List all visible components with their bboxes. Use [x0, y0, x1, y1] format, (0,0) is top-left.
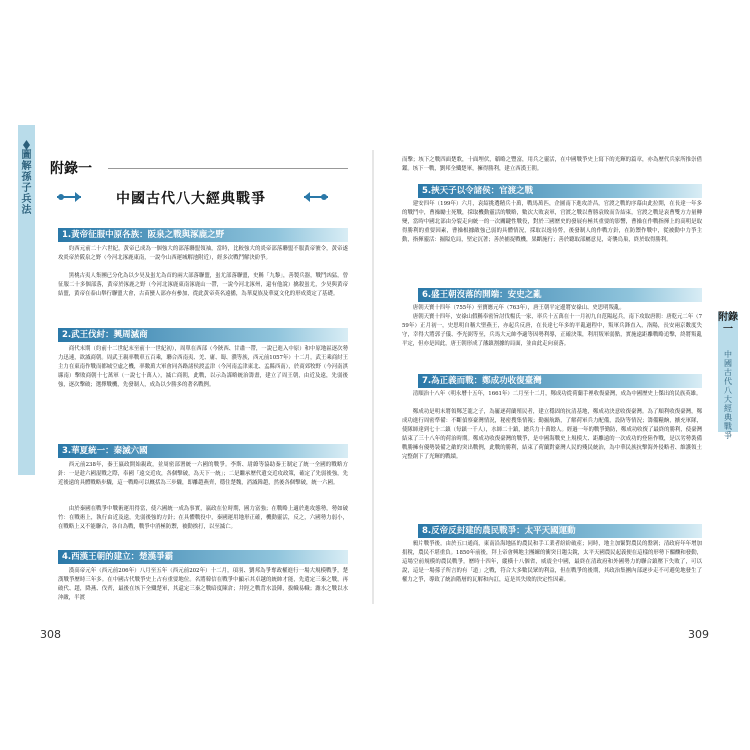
section-paragraph: 約西元前二十六世紀，黃帝已成為一個強大的部落聯盟領袖，當時，比較強大的炎帝部落聯盟不服黃帝號令，黃帝遂攻炎帝於阪泉之野（今河北涿鹿東南，一說今山西運城解池附近），經多次戰鬥解決紛爭。 — [58, 246, 348, 261]
section-heading: 7.為正義而戰：鄭成功收復臺灣 — [418, 374, 702, 388]
section-paragraph: 建安四年（199年）六月，袁紹挑選精兵十萬，戰馬萬匹，企圖南下進攻許昌，官渡之戰的序幕由此拉開，在長達一年多的戰鬥中，曹操勵士死戰，採取機動靈活的戰略，數次大敗袁軍，官渡之戰以曹勝袁敗而告結束，官渡之戰是袁曹雙方力量轉變，當時中國北部由分裂走向統一的一次關鍵性戰役，對於三國歷史的發展有極其重要的影響，曹操在作戰指揮上的高明是取得勝利的重要因素，曹操根據敵強己弱的具體情況，採取以逸待勞，後發制人的作戰方針，在防禦作戰中，從被動中力爭主動，指揮靈活：掘隘危局，堅定沉著；善於捕捉戰機，果斷施行；善於聽取部屬意見，奇襲烏巢，終於取得勝利。 — [402, 201, 702, 243]
page-number-left: 308 — [40, 628, 61, 641]
section-heading: 3.華夏統一：秦滅六國 — [58, 444, 348, 458]
section-paragraph: 唐朝天寶十四年，安祿山假稱奉密旨討伐楊氏一家，率兵十五萬在十一月初九自范陽起兵，南下攻取唐朝：唐乾元二年（759年）正月初一，史思明自稱大聖燕王，亦起兵反唐，在長達七年多的平亂過程中，叛軍兵鋒直入，洛陽，長安兩京數度失守，幸得大將郭子儀、李光弼等至，兵馬大元帥李適等因勢利導，正確決策，利用叛軍弱點，實施遠距離戰略追擊，終將叛亂平定，但亦是因此，唐王朝形成了藩鎮割據的局面，並由此走向衰落。 — [402, 314, 702, 347]
section-paragraph: 西元前238年，秦王嬴政開始親政，並周密部署統一六國的戰爭。李斯、尉繚等協助秦王制定了統一全國的戰略方針：一是趁六國混戰之際，奉國「遠交近攻，各個擊破，為天下一統」；二是繼承歷代遺交近攻政策，確定了先弱後強，先近後遠的具體戰略步驟，這一戰略可以概括為三步驟，即離趙燕齊，穩住楚魏，消滅韓趙，然後各個擊破，統一六國。 — [58, 462, 348, 486]
right-side-tab-text: 中國古代八大經典戰爭 — [724, 350, 732, 440]
sword-ornament-icon — [55, 186, 83, 208]
section-heading: 5.挾天子以令諸侯：官渡之戰 — [418, 184, 702, 198]
section-heading: 1.黃帝征服中原各族：阪泉之戰與涿鹿之野 — [58, 228, 348, 242]
section-paragraph: 鴉片戰爭後，由於五口通商，東南沿海地區的農民和手工業者紛紛破產；同時，地主加緊對農民的盤剝；清政府年年增加捐稅，農民不堪重負。1850年前後，拜上帝會興地主團練的衝突日趨尖銳，太平天國農民起義便在這樣的形勢下醞釀和發動，這場空前規模的農民戰爭，歷時十四年，縱橫十八個省，威震全中國，最終在清政府和外國勢力的聯合鎮壓下失敗了，可以說，這是一場孫子所言的有「道」之戰，符合大多數民眾的利益，但在戰爭的後期，其政治集團內部逐步走不可避免地發生了權力之爭，導致了統治階層的瓦解和內訌，這是其失敗的決定性因素。 — [402, 541, 702, 583]
page-number-right: 309 — [688, 628, 709, 641]
right-side-tab-label: 附錄一 — [718, 312, 738, 335]
section-paragraph: 黑桃古夷人集團已分化為以少昊及蚩尤為首的兩大部落聯盟，蚩尤部落聯盟，史稱「九黎」，善製兵器，戰鬥凶猛，曾征服二十多個部落，黃帝於涿鹿之野（今河北涿鹿東南涿鹿山一帶，一說今河北涿州，還有他說）擒殺蚩尤，少昊與黃帝結盟，黃帝在泰山舉行聯盟大會，古苗蠻人部亦有參加，從此黃帝英名遠播，為華夏族及華夏文化的形成奠定了基礎。 — [58, 273, 348, 297]
side-tab-title: 圖解孫子兵法 — [21, 150, 32, 216]
section-paragraph: 清順治十八年（明永曆十五年，1661年）二月至十二月，鄭成功從荷蘭手裡收復臺灣，成為中國歷史上傑出的民族英雄。 — [412, 391, 702, 397]
continued-paragraph: 而擊；垓下之戰四面楚歌，十面埋伏，韜略之豐富，用兵之靈活，在中國戰爭史上寫下的光輝的篇章，亦為歷代兵家所推崇借鑑。垓下一戰，劉邦全殲楚軍，擁得勝利，建立西漢王朝。 — [402, 157, 702, 172]
section-paragraph: 鄭成功是明末將領鄭芝龍之子，為屢逐荷蘭殖民者，建立穩固的抗清基地，鄭成功決意收復臺灣。為了順利收復臺灣，鄭成功進行周密準備：不斷偵察臺灣情況，秘密搜集情報；勤掘航路，了解荷軍兵力配備，設防等情況；籌備糧餉，擴充軍隊，使隊師達到七十二鎮（每鎮一千人），水師二十鎮，總兵力十萬餘人。經過一年的戰爭勤防，鄭成功收復了最終的勝利，使臺灣結束了三十八年的荷治時期。鄭成功收復臺灣的戰爭，是中國海戰史上規模大、距離遠的一次成功的登陸作戰，是以劣勢裝備戰勝擁有優勢裝備之敵的突出戰例，此戰的勝利，結束了荷蘭對臺灣人民的殘民統治，為中華民族抗擊海外侵略者、維護領土完整創下了光輝的戰績。 — [402, 409, 702, 460]
section-paragraph: 唐朝天寶十四年（755年）至寶應元年（763年），唐王朝平定邊將安祿山、史思明叛亂。 — [412, 305, 625, 311]
section-heading: 8.反帝反封建的農民戰爭：太平天國運動 — [418, 524, 702, 538]
section-paragraph: 由於秦國在戰爭中戰術運用得當，使六國統一成為事實，嬴政在位時期，國力富強；在戰略上適於進攻態勢，勢如破竹：在戰術上，執行由近及遠，先弱後強的方針；在具體戰役中，秦國運用地形正確，機動靈活，反之，六國勢力弱小，在戰略上又不能聯合，各自為戰，戰爭中消極防禦，被動挨打，以至滅亡。 — [58, 506, 348, 530]
section-paragraph: 商代末期（約前十二世紀末至前十一世紀初），周單在西部（今陝西、甘肅一帶，一說已進入中原）和中原地區逐次勢力迅速，欲滅商朝。周武王親率戰車五百乘，聯合西南夷、羌、庸、蜀、濮等族，西元前1057年）十二月，武王乘商紂王主力在東南作戰而都城空虛之機，率數萬大軍會同各路諸侯渡孟津（今河南孟津東北、孟縣西南），於商郊牧野（今河南淇縣南）擊敗商朝十七萬軍（一說七十萬人），滅亡商朝，此戰，以示為謀略統治籌畫，建立了周王朝，由近及遠，先弱後強，逐次擊破；選擇戰機，先發制人，成為以少勝多的著名戰例。 — [58, 346, 348, 388]
section-heading: 4.西漢王朝的建立：楚漢爭霸 — [58, 550, 348, 564]
main-title: 中國古代八大經典戰爭 — [116, 191, 266, 207]
section-heading: 6.盛王朝沒落的開端：安史之亂 — [418, 288, 702, 302]
side-ornament-icon — [23, 140, 30, 150]
appendix-title: 附錄一 — [50, 161, 92, 177]
book-spine — [372, 150, 374, 604]
section-paragraph: 漢高帝元年（西元前206年）八月至五年（西元前202年）十二月，項羽、劉邦為爭奪政權進行一場大規模戰爭，楚漢戰爭歷時三年多。在中國古代戰爭史上占有重要地位。名將韓信在戰爭中顯示其卓越的統帥才能，先遣定三秦之戰，再破代、趙，降燕、伐齊，最後在垓下全殲楚軍，其還定三秦之戰暗度陳倉；井陘之戰背水設陣，拔幟易幟；濰水之戰以水沖敵，半渡 — [58, 568, 348, 601]
section-heading: 2.武王伐紂：興周滅商 — [58, 328, 348, 342]
appendix-rule — [108, 168, 348, 169]
sword-ornament-icon — [302, 186, 330, 208]
